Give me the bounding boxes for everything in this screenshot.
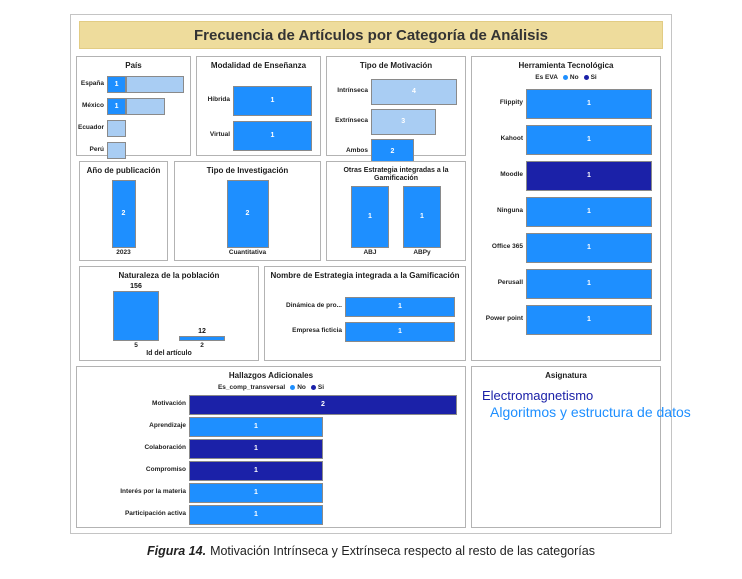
pais-chart xyxy=(77,71,190,168)
bars-area xyxy=(181,180,314,256)
panel-motivacion xyxy=(326,56,466,156)
bar xyxy=(189,505,323,525)
bars-area xyxy=(86,180,161,256)
bar-row xyxy=(472,89,652,119)
asignatura-wordlist xyxy=(472,381,691,527)
category-label: Participación activa xyxy=(124,510,186,518)
bar xyxy=(113,291,159,341)
bar-track xyxy=(107,120,184,137)
bar-value-label: 1 xyxy=(587,136,591,144)
bar xyxy=(371,109,436,135)
bar xyxy=(189,417,323,437)
bar-stack xyxy=(112,180,136,248)
category-label: Motivación xyxy=(152,400,186,408)
bar-stack xyxy=(403,186,441,247)
axis-tick-label: ABJ xyxy=(363,248,377,256)
bar-value-label: 4 xyxy=(412,88,416,96)
bar-column xyxy=(351,186,389,256)
category-label: España xyxy=(80,79,104,87)
bar-value-label: 1 xyxy=(398,303,402,311)
bar-value-label: 1 xyxy=(587,280,591,288)
panel-nombre xyxy=(264,266,466,361)
bar-stack xyxy=(351,186,389,247)
bar-track xyxy=(107,76,184,93)
bar-value-label: 1 xyxy=(254,467,258,475)
bar xyxy=(526,305,652,335)
bar-row xyxy=(265,322,455,342)
bar-row xyxy=(77,483,457,503)
bar xyxy=(526,161,652,191)
category-label: Ninguna xyxy=(497,207,523,215)
category-label: Aprendizaje xyxy=(149,422,186,430)
bar xyxy=(526,125,652,155)
bar-track xyxy=(526,125,652,155)
panel-pais xyxy=(76,56,191,156)
bar-segment xyxy=(126,98,165,115)
bar-segment xyxy=(107,142,126,159)
bar-column xyxy=(227,180,269,256)
legend-dot-icon xyxy=(563,75,568,80)
bar-column xyxy=(179,283,225,349)
bar-track xyxy=(189,417,457,437)
investigacion-chart xyxy=(175,176,320,260)
bars-area xyxy=(88,283,250,349)
bar-row xyxy=(327,79,457,105)
bar-row xyxy=(77,461,457,481)
bar-value-label: 2 xyxy=(321,401,325,409)
bar-track xyxy=(526,197,652,227)
herramienta-legend xyxy=(472,74,660,81)
bar-value-label: 1 xyxy=(254,423,258,431)
bar-value-label: 1 xyxy=(114,80,119,88)
category-label: Kahoot xyxy=(500,135,523,143)
word-item: Electromagnetismo xyxy=(482,387,594,403)
figure-caption-label: Figura 14. xyxy=(147,544,207,558)
bar-track xyxy=(189,505,457,525)
bar-value-label: 1 xyxy=(587,208,591,216)
bar-track xyxy=(189,439,457,459)
bar-track xyxy=(233,86,312,116)
bar-row xyxy=(472,161,652,191)
axis-tick-label: Cuantitativa xyxy=(228,248,267,256)
bar-value-label: 1 xyxy=(587,100,591,108)
panel-investigacion xyxy=(174,161,321,261)
panel-title: Nombre de Estrategia integrada a la Gamificación xyxy=(270,271,460,280)
dashboard-frame xyxy=(70,14,691,534)
bar-column xyxy=(113,283,159,349)
panel-naturaleza xyxy=(79,266,259,361)
bar-track xyxy=(526,233,652,263)
bar xyxy=(403,186,441,247)
category-label: México xyxy=(81,101,104,109)
bar-track xyxy=(189,483,457,503)
panel-title: Asignatura xyxy=(545,371,587,380)
bar-track xyxy=(189,461,457,481)
bar-value-label: 1 xyxy=(254,511,258,519)
x-axis-label: Id del artículo xyxy=(146,350,192,357)
legend-item-label: No xyxy=(297,383,306,391)
bar xyxy=(526,197,652,227)
category-label: Compromiso xyxy=(145,466,186,474)
bar-row xyxy=(327,109,457,135)
bar-column xyxy=(112,180,136,256)
legend-item-label: No xyxy=(569,73,579,81)
bar-segment xyxy=(107,98,126,115)
panel-otras xyxy=(326,161,466,261)
category-label: Interés por la materia xyxy=(120,488,186,496)
bar-track xyxy=(526,89,652,119)
category-label: Colaboración xyxy=(144,444,186,452)
panel-title: Año de publicación xyxy=(86,166,161,175)
category-label: Híbrida xyxy=(207,96,230,104)
bar-value-label: 1 xyxy=(368,213,372,221)
bar-row xyxy=(197,121,312,151)
bar-row xyxy=(77,120,184,137)
axis-tick-label: 5 xyxy=(134,341,138,349)
bar-row xyxy=(77,395,457,415)
bar-row xyxy=(77,142,184,159)
legend-item-si xyxy=(584,74,597,81)
category-label: Intrínseca xyxy=(337,87,368,95)
bar xyxy=(189,461,323,481)
legend-item-si xyxy=(311,384,324,391)
bar-row xyxy=(77,76,184,93)
category-label: Ambos xyxy=(345,147,368,155)
bar xyxy=(189,483,323,503)
bar-value-label: 1 xyxy=(270,97,275,105)
bar-track xyxy=(107,98,184,115)
bar-track xyxy=(233,121,312,151)
modalidad-chart xyxy=(197,71,320,164)
legend-dot-icon xyxy=(311,385,316,390)
bar-stack xyxy=(113,283,159,341)
category-label: Power point xyxy=(485,315,523,323)
bar-row xyxy=(77,417,457,437)
panel-herramienta xyxy=(471,56,661,361)
bar xyxy=(526,269,652,299)
legend-title: Es_comp_transversal xyxy=(217,383,286,391)
panel-hallazgos xyxy=(76,366,466,528)
panel-modalidad xyxy=(196,56,321,156)
bar-track xyxy=(107,142,184,159)
bar xyxy=(112,180,136,248)
bar xyxy=(233,121,312,151)
bar xyxy=(526,233,652,263)
bar-row xyxy=(472,197,652,227)
bar xyxy=(345,297,455,317)
bar xyxy=(345,322,455,342)
legend-title: Es EVA xyxy=(535,73,558,81)
bar-row xyxy=(77,439,457,459)
bar-row xyxy=(472,269,652,299)
bar-track xyxy=(371,109,457,135)
panel-title: Modalidad de Enseñanza xyxy=(210,61,307,70)
bar-track xyxy=(189,395,457,415)
category-label: Perusall xyxy=(497,279,523,287)
panel-title: Herramienta Tecnológica xyxy=(518,61,614,70)
figure-caption-text: Motivación Intrínseca y Extrínseca respecto al resto de las categorías xyxy=(210,544,595,558)
dashboard-title: Frecuencia de Artículos por Categoría de Análisis xyxy=(79,21,663,49)
category-label: Extrínseca xyxy=(335,117,368,125)
bar-segment xyxy=(107,120,126,137)
axis-tick-label: 2023 xyxy=(116,248,131,256)
bar-value-label: 2 xyxy=(121,210,126,218)
bar xyxy=(526,89,652,119)
bar-value-label: 1 xyxy=(114,102,119,110)
bar-row xyxy=(77,98,184,115)
herramienta-chart xyxy=(472,81,660,360)
bar-value-label: 1 xyxy=(420,213,424,221)
bar-value-label: 1 xyxy=(254,489,258,497)
bar-segment xyxy=(126,76,184,93)
category-label: Ecuador xyxy=(77,123,104,131)
panel-title: Otras Estrategia integradas a la Gamificación xyxy=(343,167,449,182)
bar-value-label: 1 xyxy=(270,132,275,140)
bar-value-label: 1 xyxy=(587,172,591,180)
bar-stack xyxy=(227,180,269,248)
hallazgos-legend xyxy=(77,384,465,391)
bar-track xyxy=(526,305,652,335)
bar-column xyxy=(403,186,441,256)
bar-track xyxy=(371,79,457,105)
legend-item-label: Si xyxy=(590,73,597,81)
panel-title: Hallazgos Adicionales xyxy=(228,371,314,380)
bars-area xyxy=(337,186,455,256)
nombre-chart xyxy=(265,281,465,360)
bar-value-label: 2 xyxy=(245,210,250,218)
bar-row xyxy=(472,233,652,263)
bar-track xyxy=(345,322,455,342)
bar-value-label: 2 xyxy=(390,148,395,156)
bar-segment xyxy=(107,76,126,93)
category-label: Empresa ficticia xyxy=(292,327,342,335)
bar-value-label: 3 xyxy=(401,118,406,126)
category-label: Office 365 xyxy=(491,243,523,251)
bar-value-label: 1 xyxy=(254,445,258,453)
legend-item-no xyxy=(290,384,306,391)
motivacion-chart xyxy=(327,71,465,175)
bar-row xyxy=(472,305,652,335)
panel-title: Naturaleza de la población xyxy=(118,271,220,280)
bar-value-label: 12 xyxy=(198,328,206,336)
bar xyxy=(189,439,323,459)
legend-item-label: Si xyxy=(317,383,325,391)
otras-chart xyxy=(327,182,465,260)
legend-dot-icon xyxy=(584,75,589,80)
bar-row xyxy=(77,505,457,525)
category-label: Moodle xyxy=(500,171,523,179)
panel-title: Tipo de Motivación xyxy=(359,61,433,70)
bar-track xyxy=(345,297,455,317)
bar-track xyxy=(526,161,652,191)
bar xyxy=(233,86,312,116)
category-label: Flippity xyxy=(499,99,523,107)
bar xyxy=(179,336,225,340)
bar-stack xyxy=(179,283,225,341)
category-label: Perú xyxy=(89,145,104,153)
bar xyxy=(189,395,457,415)
bar-row xyxy=(197,86,312,116)
bar-row xyxy=(472,125,652,155)
bar xyxy=(371,79,457,105)
panel-anio xyxy=(79,161,168,261)
panel-asignatura xyxy=(471,366,691,528)
panel-title: Tipo de Investigación xyxy=(206,166,289,175)
bar-track xyxy=(526,269,652,299)
bar-row xyxy=(265,297,455,317)
axis-tick-label: 2 xyxy=(200,341,204,349)
panel-title: País xyxy=(125,61,142,70)
bar-value-label: 156 xyxy=(130,282,142,290)
bar-value-label: 1 xyxy=(587,316,591,324)
bar-value-label: 1 xyxy=(398,328,402,336)
legend-item-no xyxy=(563,74,579,81)
axis-tick-label: ABPy xyxy=(413,248,431,256)
category-label: Virtual xyxy=(209,131,230,139)
bar xyxy=(227,180,269,248)
bar xyxy=(351,186,389,247)
bar-value-label: 1 xyxy=(587,244,591,252)
hallazgos-chart xyxy=(77,391,465,531)
figure-caption xyxy=(0,544,742,558)
category-label: Dinámica de pro... xyxy=(286,302,342,310)
legend-dot-icon xyxy=(290,385,295,390)
anio-chart xyxy=(80,176,167,260)
word-item: Algoritmos y estructura de datos xyxy=(490,403,691,420)
naturaleza-chart xyxy=(80,281,258,360)
